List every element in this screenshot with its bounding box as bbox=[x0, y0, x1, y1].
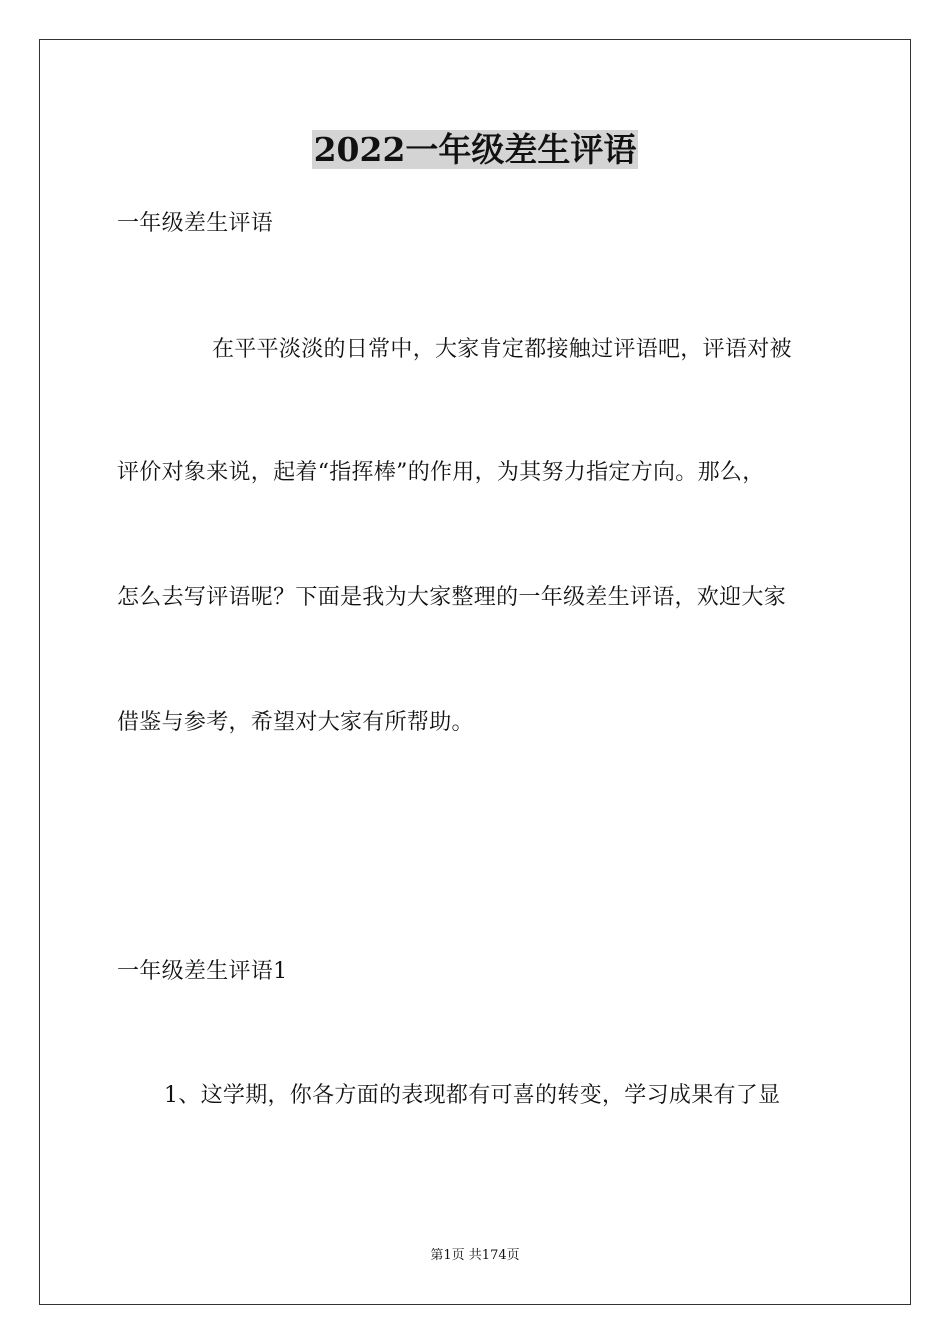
subheading: 一年级差生评语 bbox=[117, 211, 274, 236]
paragraph-line: 评价对象来说，起着“指挥棒”的作用，为其努力指定方向。那么， bbox=[117, 460, 765, 485]
paragraph-line: 怎么去写评语呢？下面是我为大家整理的一年级差生评语，欢迎大家 bbox=[117, 585, 787, 610]
paragraph-line: 借鉴与参考，希望对大家有所帮助。 bbox=[117, 710, 474, 735]
paragraph-line: 在平平淡淡的日常中，大家肯定都接触过评语吧，评语对被 bbox=[212, 337, 792, 362]
document-title-text: 2022一年级差生评语 bbox=[313, 130, 637, 169]
page-footer: 第1页 共174页 bbox=[430, 1248, 520, 1263]
section-heading: 一年级差生评语1 bbox=[117, 959, 288, 984]
paragraph-line: 1、这学期，你各方面的表现都有可喜的转变，学习成果有了显 bbox=[164, 1083, 781, 1108]
document-title bbox=[0, 128, 950, 172]
